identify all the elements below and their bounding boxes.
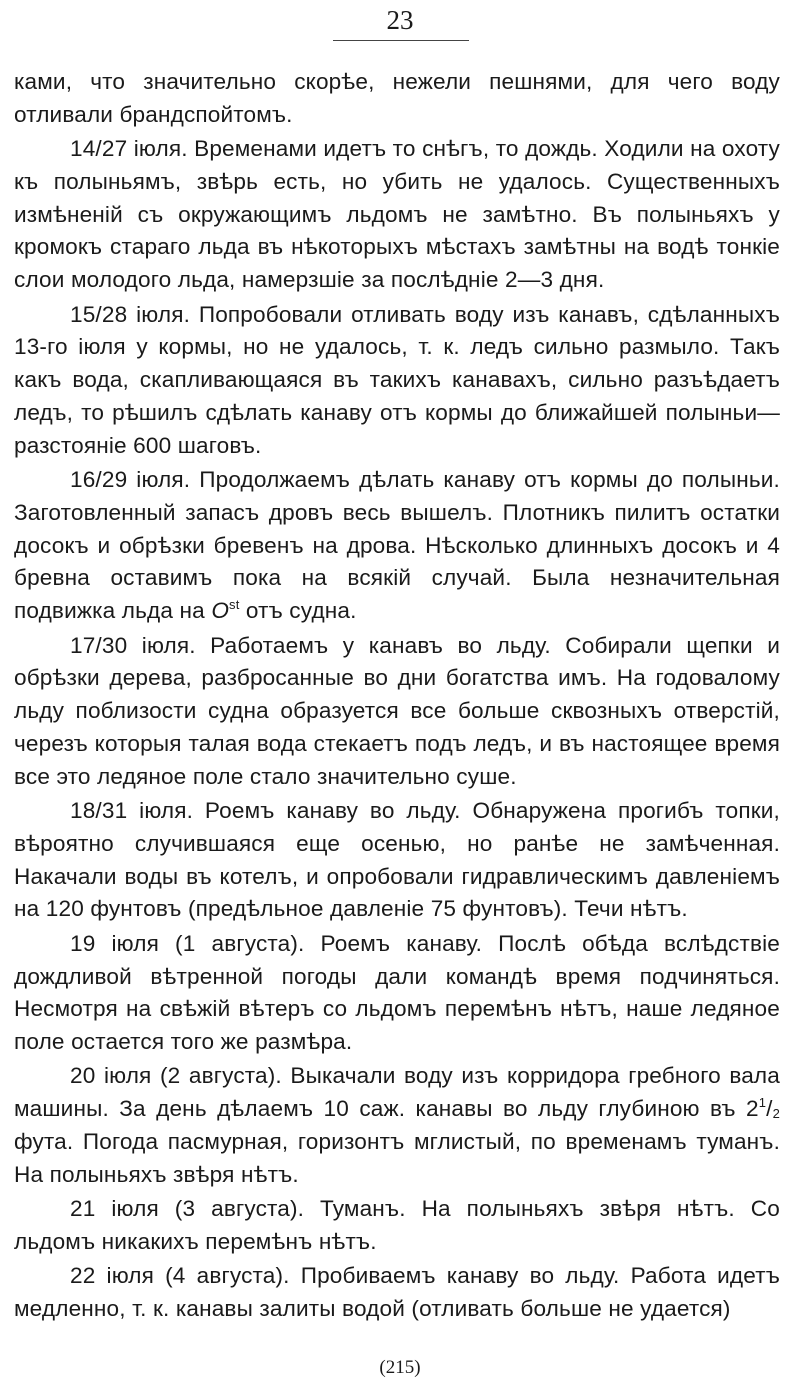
paragraph-entry-22-july: 22 іюля (4 августа). Пробиваемъ канаву во льду. Работа идетъ медленно, т. к. канавы залиты водой (отливать больше не удается) [14, 1263, 780, 1321]
page-footer-code: (215) [379, 1357, 421, 1378]
paragraph-entry-21-july: 21 іюля (3 августа). Туманъ. На полыньяхъ звѣря нѣтъ. Со льдомъ никакихъ перемѣнъ нѣтъ. [14, 1196, 780, 1254]
paragraph-entry-19-july: 19 іюля (1 августа). Роемъ канаву. Послѣ обѣда вслѣдствіе дождливой вѣтренной погоды дали командѣ время подчиняться. Несмотря на свѣжій вѣтеръ со льдомъ перемѣнъ нѣтъ, наше ледяное поле остается того же размѣра. [14, 930, 780, 1055]
paragraph-text-part: отъ судна. [239, 598, 357, 624]
paragraph-continuation: ками, что значительно скорѣе, нежели пешнями, для чего воду отливали брандспойтомъ. [14, 69, 780, 127]
paragraph-entry-17-30-july: 17/30 іюля. Работаемъ у канавъ во льду. Собирали щепки и обрѣзки дерева, разбросанные во дни богатства имъ. На годовалому льду поблизости судна образуется все больше сквозныхъ отверстій, черезъ которыя талая вода стекаетъ подъ ледъ, и въ настоящее время все это ледяное поле стало значительно суше. [14, 632, 780, 789]
fraction-numerator: 1 [758, 1095, 767, 1111]
ost-superscript: st [229, 597, 240, 613]
paragraph-entry-16-29-july [14, 464, 780, 628]
paragraph-entry-20-july: 20 іюля (2 августа). Выкачали воду изъ корридора гребного вала машины. За день дѣлаемъ 10 саж. канавы во льду глубиною въ $2^1/_2$ фута. Погода пасмурная, горизонтъ мглистый, по временамъ туманъ. На полыньяхъ звѣря нѣтъ. [14, 1063, 780, 1187]
header-divider [333, 40, 469, 41]
paragraph-entry-14-27-july: 14/27 іюля. Временами идетъ то снѣгъ, то дождь. Ходили на охоту къ полыньямъ, звѣрь есть, но убить не удалось. Существенныхъ измѣненій съ окружающимъ льдомъ не замѣтно. Въ полыньяхъ у кромокъ стараго льда въ нѣкоторыхъ мѣстахъ замѣтны на водѣ тонкіе слои молодого льда, намерзшіе за послѣдніе 2—3 дня. [14, 136, 780, 293]
paragraph-text-part: 16/29 іюля. Продолжаемъ дѣлать канаву отъ кормы до полыньи. Заготовленный запасъ дровъ весь вышелъ. Плотникъ пилитъ остатки досокъ и обрѣзки бревенъ на дрова. Нѣсколько длинныхъ досокъ и 4 бревна оставимъ пока на всякій случай. Была незначительная подвижка льда на [14, 467, 780, 624]
text-body [14, 66, 780, 1327]
ost-letter: O [211, 598, 230, 624]
page-number: 23 [386, 5, 414, 35]
paragraph-text-part: фута. Погода пасмурная, горизонтъ мглистый, по временамъ туманъ. На полыньяхъ звѣря нѣтъ. [14, 1129, 780, 1187]
fraction-denominator: 2 [772, 1106, 780, 1122]
paragraph-entry-18-31-july: 18/31 іюля. Роемъ канаву во льду. Обнаружена прогибъ топки, вѣроятно случившаяся еще осенью, но ранѣе не замѣченная. Накачали воды въ котелъ, и опробовали гидравлическимъ давленіемъ на 120 фунтовъ (предѣльное давленіе 75 фунтовъ). Течи нѣтъ. [14, 798, 780, 922]
paragraph-entry-15-28-july: 15/28 іюля. Попробовали отливать воду изъ канавъ, сдѣланныхъ 13-го іюля у кормы, но не удалось, т. к. ледъ сильно размыло. Такъ какъ вода, скапливающаяся въ такихъ канавахъ, сильно разъѣдаетъ ледъ, то рѣшилъ сдѣлать канаву отъ кормы до ближайшей полыньи—разстояніе 600 шаговъ. [14, 301, 780, 458]
paragraph-text-part: 20 іюля (2 августа). Выкачали воду изъ корридора гребного вала машины. За день дѣлаемъ 10 саж. канавы во льду глубиною въ 2 [14, 1063, 780, 1122]
